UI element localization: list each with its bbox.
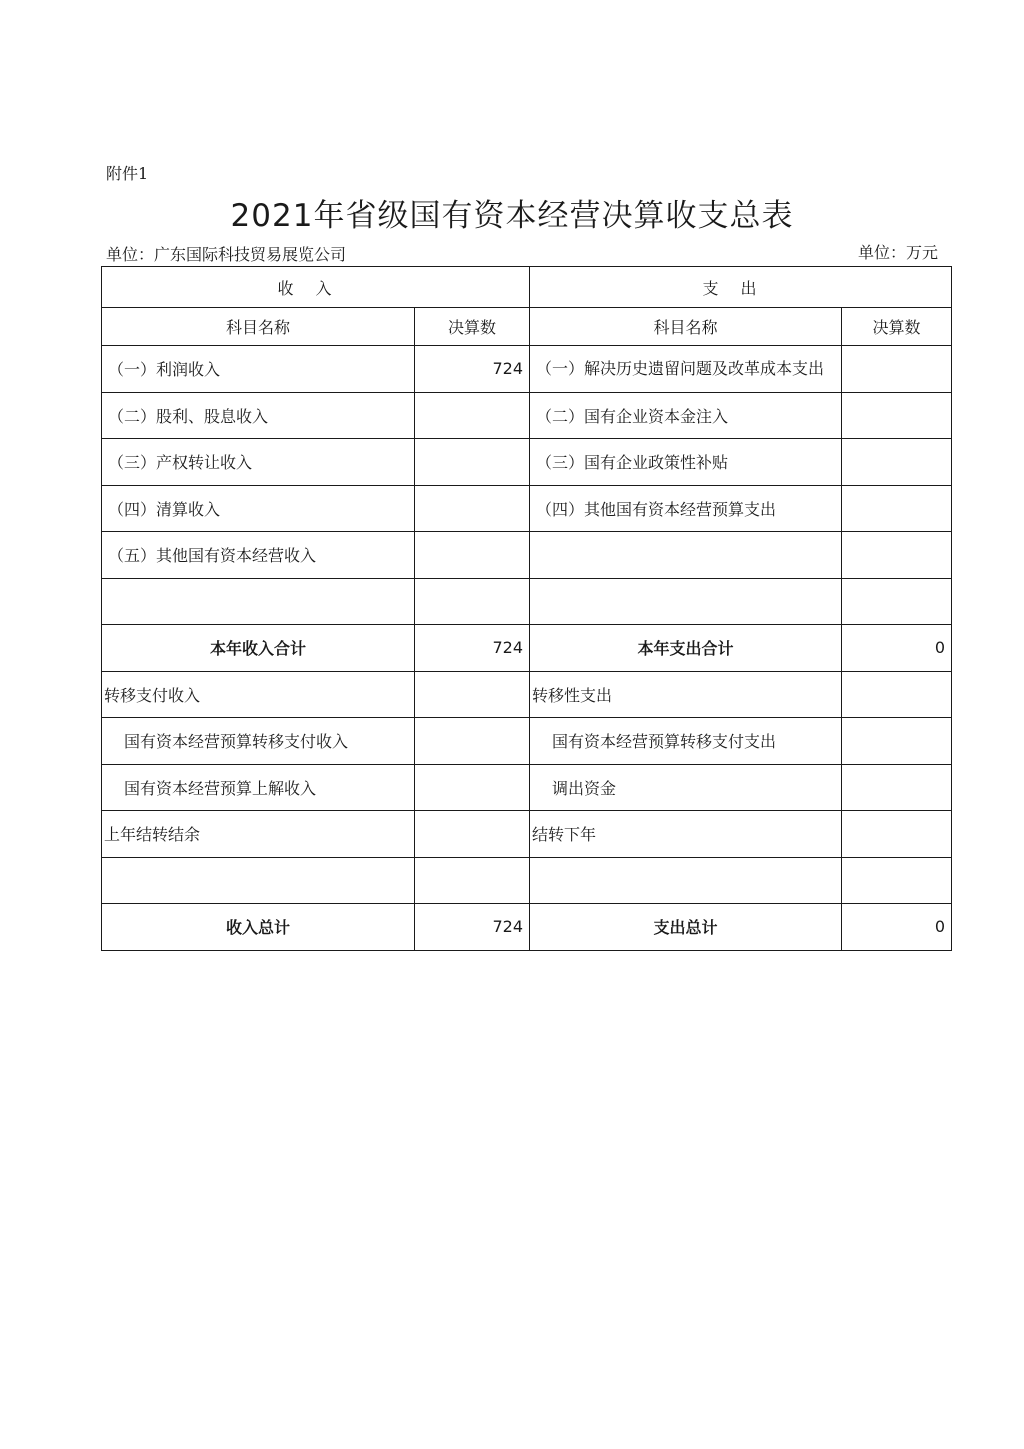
income-total-label: 收入总计 [102, 904, 415, 951]
expense-label: 国有资本经营预算转移支付支出 [530, 718, 842, 765]
expense-value [842, 764, 952, 811]
income-section-header: 收入 [102, 267, 530, 308]
expense-subject-header: 科目名称 [530, 308, 842, 346]
expense-label [530, 857, 842, 904]
expense-label: （三）国有企业政策性补贴 [530, 439, 842, 486]
expense-value [842, 811, 952, 858]
expense-total-label: 支出总计 [530, 904, 842, 951]
expense-value [842, 857, 952, 904]
budget-table [101, 266, 952, 951]
income-value [415, 578, 530, 625]
expense-label: 转移性支出 [530, 671, 842, 718]
expense-label: （四）其他国有资本经营预算支出 [530, 485, 842, 532]
section-header-row [102, 267, 952, 308]
column-header-row [102, 308, 952, 346]
income-subtotal-value: 724 [415, 625, 530, 672]
income-amount-header: 决算数 [415, 308, 530, 346]
expense-section-header: 支出 [530, 267, 952, 308]
table-row [102, 532, 952, 579]
expense-value [842, 439, 952, 486]
income-label: 国有资本经营预算转移支付收入 [102, 718, 415, 765]
expense-total-value: 0 [842, 904, 952, 951]
income-label: （五）其他国有资本经营收入 [102, 532, 415, 579]
income-value: 724 [415, 346, 530, 393]
table-row [102, 346, 952, 393]
table-row [102, 857, 952, 904]
expense-label: 结转下年 [530, 811, 842, 858]
table-row [102, 485, 952, 532]
organization-unit: 单位：广东国际科技贸易展览公司 [106, 245, 347, 264]
income-value [415, 811, 530, 858]
table-row [102, 764, 952, 811]
expense-subtotal-label: 本年支出合计 [530, 625, 842, 672]
income-value [415, 671, 530, 718]
table-row [102, 718, 952, 765]
income-total-value: 724 [415, 904, 530, 951]
expense-value [842, 485, 952, 532]
income-label: 国有资本经营预算上解收入 [102, 764, 415, 811]
income-value [415, 718, 530, 765]
grand-total-row [102, 904, 952, 951]
income-value [415, 439, 530, 486]
currency-unit: 单位：万元 [857, 243, 938, 262]
table-row [102, 671, 952, 718]
income-label: （四）清算收入 [102, 485, 415, 532]
income-label: （二）股利、股息收入 [102, 392, 415, 439]
expense-label [530, 532, 842, 579]
expense-label: 调出资金 [530, 764, 842, 811]
income-label: 上年结转结余 [102, 811, 415, 858]
table-row [102, 439, 952, 486]
income-label: 转移支付收入 [102, 671, 415, 718]
table-row [102, 578, 952, 625]
table-row [102, 392, 952, 439]
income-label [102, 857, 415, 904]
expense-value [842, 718, 952, 765]
income-label [102, 578, 415, 625]
income-value [415, 532, 530, 579]
expense-value [842, 532, 952, 579]
income-value [415, 857, 530, 904]
income-value [415, 764, 530, 811]
income-value [415, 392, 530, 439]
expense-value [842, 346, 952, 393]
attachment-label: 附件1 [106, 164, 149, 183]
expense-amount-header: 决算数 [842, 308, 952, 346]
expense-value [842, 671, 952, 718]
subtotal-row [102, 625, 952, 672]
income-subject-header: 科目名称 [102, 308, 415, 346]
income-label: （三）产权转让收入 [102, 439, 415, 486]
expense-value [842, 392, 952, 439]
income-label: （一）利润收入 [102, 346, 415, 393]
page-title: 2021年省级国有资本经营决算收支总表 [230, 198, 794, 234]
income-subtotal-label: 本年收入合计 [102, 625, 415, 672]
expense-label: （二）国有企业资本金注入 [530, 392, 842, 439]
expense-subtotal-value: 0 [842, 625, 952, 672]
table-row [102, 811, 952, 858]
expense-label: （一）解决历史遗留问题及改革成本支出 [530, 346, 842, 393]
expense-value [842, 578, 952, 625]
expense-label [530, 578, 842, 625]
income-value [415, 485, 530, 532]
